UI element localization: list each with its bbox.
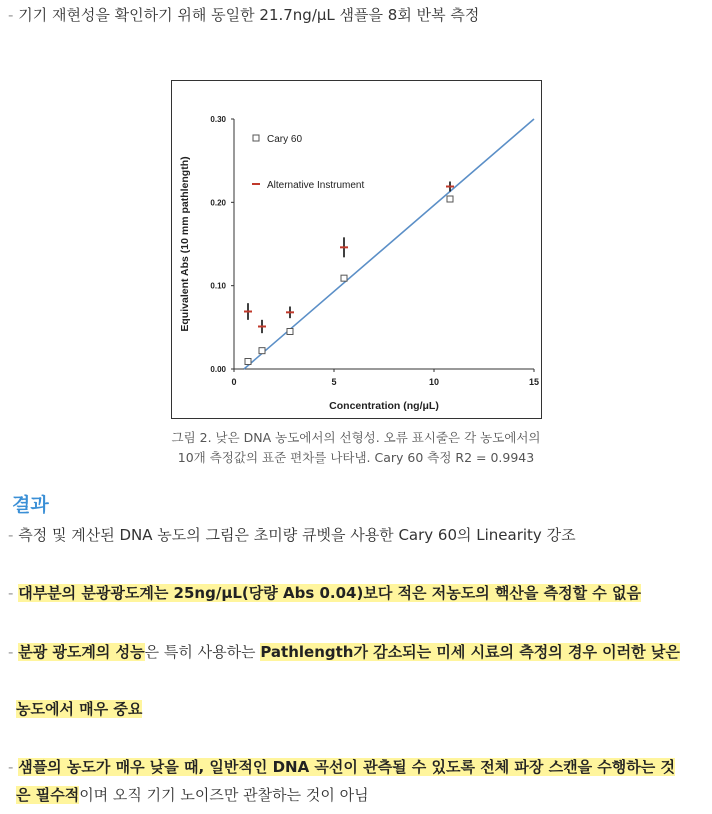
legend-alt-instrument-label: Alternative Instrument <box>267 180 365 191</box>
results-line-3-highlight-1: 분광 광도계의 성능 <box>18 643 145 661</box>
results-title: 결과 <box>12 494 49 516</box>
intro-text: 기기 재현성을 확인하기 위해 동일한 21.7ng/μL 샘플을 8회 반복 측정 <box>18 6 480 24</box>
results-line-3-highlight-3: 농도에서 매우 중요 <box>16 700 143 718</box>
results-line-4 <box>8 756 675 778</box>
cary60-point <box>287 329 293 335</box>
chart-svg <box>172 81 541 418</box>
legend-cary60-label: Cary 60 <box>267 134 303 145</box>
y-tick-label: 0.10 <box>210 281 226 291</box>
figure-caption-line-2: 10개 측정값의 표준 편차를 나타냄. Cary 60 측정 R2 = 0.9943 <box>177 450 535 465</box>
results-line-4-highlight-2: 은 필수적 <box>16 786 80 804</box>
results-line-3 <box>8 641 680 663</box>
results-line-2 <box>8 582 641 604</box>
bullet-dash: - <box>8 6 14 24</box>
cary60-point <box>447 196 453 202</box>
intro-line <box>8 4 479 26</box>
y-tick-label: 0.20 <box>210 198 226 208</box>
x-axis-label: Concentration (ng/μL) <box>329 400 439 412</box>
y-tick-label: 0.00 <box>210 365 226 374</box>
x-tick-label: 10 <box>428 377 440 387</box>
cary60-point <box>245 359 251 365</box>
bullet-dash: - <box>8 526 14 544</box>
x-tick-label: 0 <box>231 377 237 387</box>
results-line-3-plain: 은 특히 사용하는 <box>144 643 261 661</box>
results-line-4-plain: 이며 오직 기기 노이즈만 관찰하는 것이 아님 <box>79 786 369 804</box>
bullet-dash: - <box>8 643 14 661</box>
y-axis-label: Equivalent Abs (10 mm pathlength) <box>179 156 191 332</box>
x-tick-label: 5 <box>331 377 337 387</box>
results-line-2-highlight: 대부분의 분광광도계는 25ng/μL(당량 Abs 0.04)보다 적은 저농도의 핵산을 측정할 수 없음 <box>18 584 641 602</box>
figure-caption-line-1: 그림 2. 낮은 DNA 농도에서의 선형성. 오류 표시줄은 각 농도에서의 <box>171 430 541 445</box>
x-tick-label: 15 <box>528 377 540 387</box>
results-line-4-highlight: 샘플의 농도가 매우 낮을 때, 일반적인 DNA 곡선이 관측될 수 있도록 전체 파장 스캔을 수행하는 것 <box>18 758 675 776</box>
linearity-chart <box>171 80 542 419</box>
results-line-4-continued <box>16 784 369 806</box>
results-line-3-highlight-2: Pathlength가 감소되는 미세 시료의 측정의 경우 이러한 낮은 <box>260 643 680 661</box>
bullet-dash: - <box>8 584 14 602</box>
results-line-1 <box>8 524 576 546</box>
cary60-point <box>259 348 265 354</box>
cary60-point <box>341 275 347 281</box>
bullet-dash: - <box>8 758 14 776</box>
results-line-1-text: 측정 및 계산된 DNA 농도의 그림은 초미량 큐벳을 사용한 Cary 60의 Linearity 강조 <box>18 526 576 544</box>
results-line-3-continued <box>16 698 142 720</box>
y-tick-label: 0.30 <box>210 115 226 124</box>
legend-cary60-marker <box>253 135 259 141</box>
